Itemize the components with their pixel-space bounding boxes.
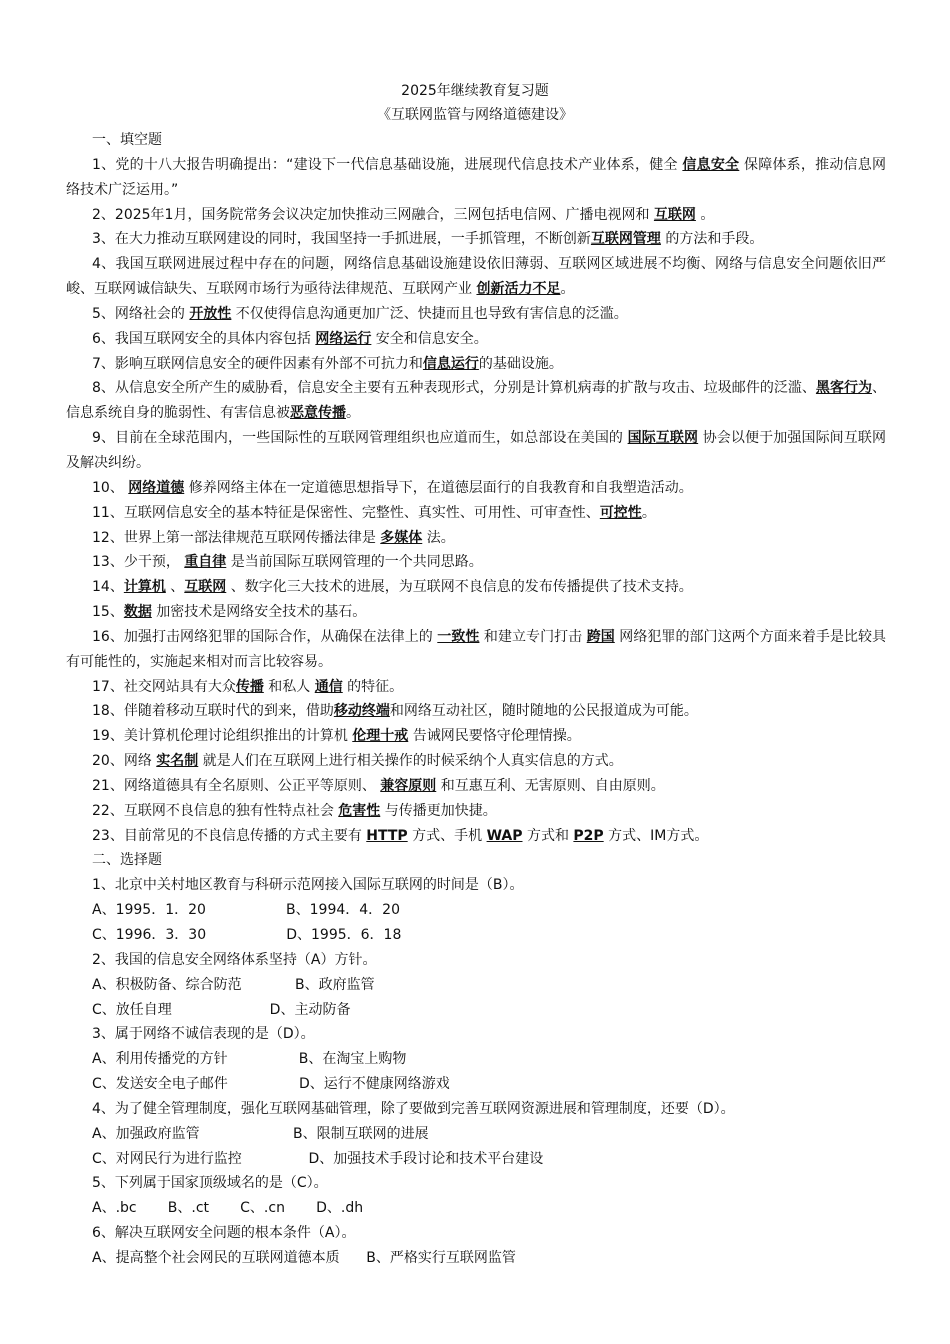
- fill-question: [66, 799, 886, 824]
- fill-answer: 互联网管理: [590, 231, 661, 248]
- fill-question: [66, 327, 886, 352]
- fill-text: 5、网络社会的: [92, 305, 190, 322]
- fill-answer: 危害性: [338, 802, 381, 819]
- fill-answer: 网络运行: [315, 330, 372, 347]
- fill-text: 法。: [422, 529, 455, 546]
- fill-answer: 跨国: [586, 628, 615, 645]
- fill-answer: 网络道德: [128, 479, 185, 496]
- fill-answer: 互联网: [184, 579, 227, 596]
- document-title: 2025年继续教育复习题: [401, 83, 549, 99]
- fill-text: 方式、手机: [407, 827, 487, 844]
- choice-question: 3、属于网络不诚信表现的是（D）。: [92, 1026, 315, 1043]
- fill-text: 4、我国互联网进展过程中存在的问题，网络信息基础设施建设依旧薄弱、互联网区域进展不均衡、网络与信息安全问题依旧严峻、互联网诚信缺失、互联网市场行为亟待法律规范、互联网产业: [66, 256, 886, 298]
- fill-text: 和网络互动社区，随时随地的公民报道成为可能。: [389, 703, 698, 720]
- choice-options: A、提高整个社会网民的互联网道德本质 B、严格实行互联网监管: [92, 1249, 516, 1266]
- fill-answer: 开放性: [189, 305, 232, 322]
- fill-text: 14、: [92, 579, 124, 596]
- fill-text: 19、美计算机伦理讨论组织推出的计算机: [92, 728, 353, 745]
- fill-question: [66, 625, 886, 675]
- fill-text: 6、我国互联网安全的具体内容包括: [92, 330, 316, 347]
- fill-answer: 信息运行: [422, 355, 479, 372]
- document-body: [66, 128, 886, 1271]
- fill-answer: P2P: [573, 827, 604, 844]
- fill-answer: 实名制: [156, 753, 199, 770]
- fill-text: 不仅使得信息沟通更加广泛、快捷而且也导致有害信息的泛滥。: [231, 305, 628, 322]
- fill-answer: 恶意传播: [290, 405, 346, 422]
- fill-question: [66, 724, 886, 749]
- fill-text: 安全和信息安全。: [371, 330, 488, 347]
- fill-question: [66, 550, 886, 575]
- choice-question: 2、我国的信息安全网络体系坚持（A）方针。: [92, 951, 377, 968]
- fill-text: 的基础设施。: [478, 355, 563, 372]
- fill-answer: HTTP: [366, 827, 408, 844]
- fill-answer: 国际互联网: [627, 430, 699, 447]
- choice-options: C、对网民行为进行监控 D、加强技术手段讨论和技术平台建设: [92, 1150, 544, 1167]
- choice-question: 5、下列属于国家顶级域名的是（C）。: [92, 1175, 328, 1192]
- fill-answer: 传播: [235, 678, 264, 695]
- fill-text: 是当前国际互联网管理的一个共同思路。: [226, 554, 483, 571]
- fill-question: [66, 575, 886, 600]
- fill-text: 10、: [92, 479, 129, 496]
- fill-text: 的方法和手段。: [660, 231, 764, 248]
- fill-text: 22、互联网不良信息的独有性特点社会: [92, 802, 339, 819]
- fill-text: 。: [695, 206, 715, 223]
- choice-options: A、1995．1．20 B、1994．4．20: [92, 902, 400, 919]
- fill-answer: 兼容原则: [380, 777, 437, 794]
- fill-text: 和私人: [263, 678, 315, 695]
- fill-text: 与传播更加快捷。: [380, 802, 497, 819]
- fill-text: 。: [641, 504, 656, 521]
- fill-text: 方式、IM方式。: [603, 827, 709, 844]
- fill-text: 16、加强打击网络犯罪的国际合作，从确保在法律上的: [92, 628, 438, 645]
- choice-options: A、.bc B、.ct C、.cn D、.dh: [92, 1200, 364, 1217]
- fill-text: 18、伴随着移动互联时代的到来，借助: [92, 703, 334, 720]
- fill-answer: WAP: [486, 827, 523, 844]
- fill-answer: 一致性: [437, 628, 480, 645]
- fill-text: 和互惠互利、无害原则、自由原则。: [436, 777, 665, 794]
- fill-answer: 多媒体: [380, 529, 423, 546]
- choice-options: A、积极防备、综合防范 B、政府监管: [92, 976, 375, 993]
- fill-text: 7、影响互联网信息安全的硬件因素有外部不可抗力和: [92, 355, 423, 372]
- fill-question: [66, 600, 886, 625]
- fill-question: [66, 426, 886, 476]
- fill-text: 23、目前常见的不良信息传播的方式主要有: [92, 827, 367, 844]
- fill-text: 1、党的十八大报告明确提出：“建设下一代信息基础设施，进展现代信息技术产业体系，健全: [92, 156, 683, 173]
- choice-question: 1、北京中关村地区教育与科研示范网接入国际互联网的时间是（B）。: [92, 877, 524, 894]
- fill-text: 13、少干预，: [92, 554, 185, 571]
- fill-question: [66, 699, 886, 724]
- fill-answer: 创新活力不足: [476, 281, 561, 298]
- fill-text: 修养网络主体在一定道德思想指导下，在道德层面行的自我教育和自我塑造活动。: [184, 479, 693, 496]
- fill-question: [66, 526, 886, 551]
- fill-text: 告诫网民要恪守伦理情操。: [408, 728, 581, 745]
- fill-text: 网络犯罪的部门这两个方面来着手是比较具有可能性的，实施起来相对而言比较容易。: [66, 628, 887, 670]
- fill-question: [66, 675, 886, 700]
- fill-text: 9、目前在全球范围内，一些国际性的互联网管理组织也应道而生，如总部设在美国的: [92, 430, 628, 447]
- fill-text: 2、2025年1月，国务院常务会议决定加快推动三网融合，三网包括电信网、广播电视网和: [92, 206, 654, 223]
- section-heading-choice: 二、选择题: [92, 852, 162, 869]
- fill-answer: 可控性: [599, 504, 642, 521]
- section-heading-fill: 一、填空题: [92, 132, 162, 148]
- fill-text: 20、网络: [92, 753, 157, 770]
- choice-options: C、发送安全电子邮件 D、运行不健康网络游戏: [92, 1076, 450, 1093]
- fill-question: [66, 501, 886, 526]
- choice-options: C、1996．3．30 D、1995．6．18: [92, 927, 402, 943]
- fill-text: 方式和: [522, 827, 574, 844]
- fill-question: [66, 376, 886, 426]
- fill-text: 协会以便于加强国际间互联网及解决纠纷。: [66, 430, 887, 471]
- fill-text: 。: [346, 405, 360, 422]
- fill-text: 、数字化三大技术的进展，为互联网不良信息的发布传播提供了技术支持。: [226, 579, 693, 596]
- fill-text: 加密技术是网络安全技术的基石。: [151, 604, 367, 621]
- choice-options: C、放任自理 D、主动防备: [92, 1001, 351, 1018]
- fill-answer: 通信: [314, 678, 343, 695]
- multiple-choice-list: [66, 873, 886, 1271]
- fill-text: 15、: [92, 604, 124, 621]
- choice-options: A、利用传播党的方针 B、在淘宝上购物: [92, 1051, 407, 1068]
- fill-question: [66, 252, 886, 302]
- fill-text: 和建立专门打击: [479, 628, 587, 645]
- document-subtitle: 《互联网监管与网络道德建设》: [377, 107, 573, 123]
- fill-question: [66, 352, 886, 377]
- fill-answer: 伦理十戒: [352, 728, 409, 745]
- fill-text: 21、网络道德具有全名原则、公正平等原则、: [92, 777, 381, 794]
- fill-answer: 重自律: [184, 554, 227, 571]
- fill-question: [66, 774, 886, 799]
- fill-in-blank-list: [66, 153, 886, 849]
- fill-text: 就是人们在互联网上进行相关操作的时候采纳个人真实信息的方式。: [198, 753, 623, 770]
- choice-question: 4、为了健全管理制度，强化互联网基础管理，除了要做到完善互联网资源进展和管理制度，还要（D）。: [92, 1100, 735, 1117]
- fill-question: [66, 153, 886, 203]
- fill-answer: 信息安全: [682, 156, 740, 173]
- fill-question: [66, 227, 886, 252]
- fill-answer: 计算机: [123, 579, 166, 596]
- fill-question: [66, 476, 886, 501]
- fill-text: 、信息系统自身的脆弱性、有害信息被: [66, 380, 886, 422]
- fill-answer: 互联网: [653, 206, 696, 223]
- fill-question: [66, 302, 886, 327]
- fill-text: 保障体系，推动信息网络技术广泛运用。”: [66, 156, 887, 198]
- choice-options: A、加强政府监管 B、限制互联网的进展: [92, 1125, 429, 1142]
- fill-text: 11、互联网信息安全的基本特征是保密性、完整性、真实性、可用性、可审查性、: [92, 504, 600, 521]
- fill-question: [66, 203, 886, 228]
- fill-text: 3、在大力推动互联网建设的同时，我国坚持一手抓进展，一手抓管理，不断创新: [92, 231, 591, 248]
- fill-question: [66, 824, 886, 849]
- fill-text: 、: [165, 579, 185, 596]
- fill-answer: 移动终端: [333, 703, 390, 720]
- fill-text: 8、从信息安全所产生的威胁看，信息安全主要有五种表现形式，分别是计算机病毒的扩散与攻击、垃圾邮件的泛滥、: [92, 380, 816, 397]
- fill-answer: 黑客行为: [815, 380, 872, 397]
- choice-question: 6、解决互联网安全问题的根本条件（A）。: [92, 1225, 356, 1242]
- fill-text: 17、社交网站具有大众: [92, 678, 236, 695]
- fill-text: 的特征。: [342, 678, 404, 695]
- fill-question: [66, 749, 886, 774]
- fill-text: 12、世界上第一部法律规范互联网传播法律是: [92, 529, 381, 546]
- fill-answer: 数据: [123, 604, 152, 621]
- fill-text: 。: [560, 281, 575, 298]
